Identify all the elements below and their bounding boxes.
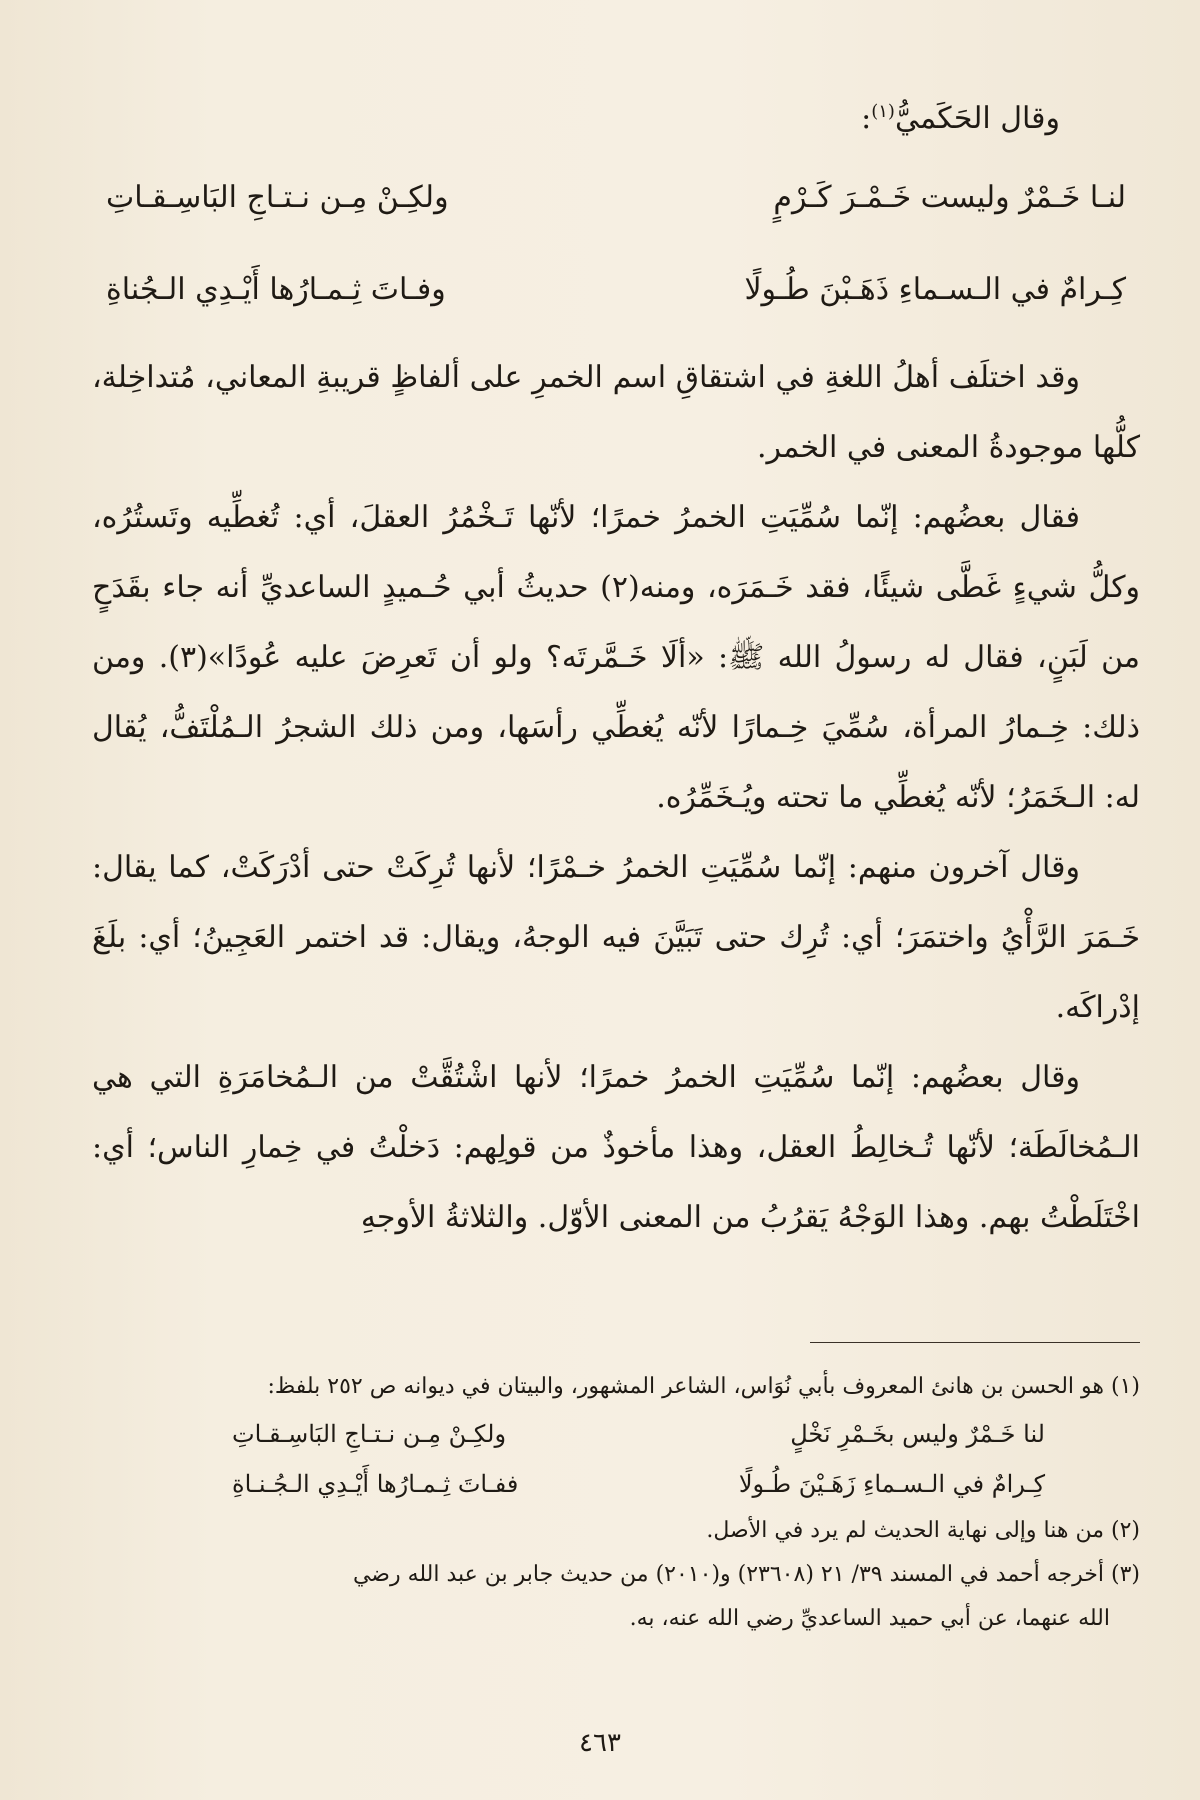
poem-intro: وقال الحَكَميُّ$^{(١)}$: [861,101,1060,136]
paragraph-1: وقد اختلَف أهلُ اللغةِ في اشتقاقِ اسم الخمرِ على ألفاظٍ قريبةِ المعاني، مُتداخِلة، كلُّها موجودةُ المعنى في الخمر. [92,360,1140,465]
footnote-poem-line-1 [92,1409,1140,1459]
footnote-2: (٢) من هنا وإلى نهاية الحديث لم يرد في الأصل. [706,1518,1140,1543]
hemistich-left: ولكِـنْ مِـن نـتـاجِ البَاسِـقـاتِ [106,179,449,215]
paragraph-2: فقال بعضُهم: إنّما سُمِّيَتِ الخمرُ خمرًا؛ لأنّها تَـخْمُرُ العقلَ، أي: تُغطِّيه وتَستُرُه، وكلُّ شيءٍ غَطَّى شيئًا، فقد خَـمَرَه، ومنه(٢) حديثُ أبي حُـميدٍ الساعديِّ أنه جاء بقَدَحٍ من لَبَنٍ، فقال له رسولُ الله ﷺ: «ألَا خَـمَّرتَه؟ ولو أن تَعرِضَ عليه عُودًا»(٣). ومن ذلك: خِـمارُ المرأة، سُمِّيَ خِـمارًا لأنّه يُغطِّي رأسَها، ومن ذلك الشجرُ الـمُلْتَفُّ، يُقال له: الـخَمَرُ؛ لأنّه يُغطِّي ما تحته ويُـخَمِّرُه. [92,500,1141,815]
hemistich-left: ففـاتَ ثِـمـارُها أَيْـدِي الـجُـنـاةِ [232,1470,519,1498]
footnote-poem-line-2 [92,1459,1140,1509]
poem-line-1 [92,151,1140,243]
main-text [92,80,1140,1253]
footnotes [92,1365,1140,1641]
paragraph-3: وقال آخرون منهم: إنّما سُمِّيَتِ الخمرُ خـمْرًا؛ لأنها تُرِكَتْ حتى أدْرَكَتْ، كما يقال: خَـمَرَ الرَّأْيُ واختمَرَ؛ أي: تُرِك حتى تَبَيَّنَ فيه الوجهُ، ويقال: قد اختمر العَجِينُ؛ أي: بلَغَ إدْراكَه. [92,850,1140,1025]
paragraph-4: وقال بعضُهم: إنّما سُمِّيَتِ الخمرُ خمرًا؛ لأنها اشْتُقَّتْ من الـمُخامَرَةِ التي هي الـمُخالَطَة؛ لأنّها تُـخالِطُ العقل، وهذا مأخوذٌ من قولِهم: دَخلْتُ في خِمارِ الناس؛ أي: اخْتَلَطْتُ بهم. وهذا الوَجْهُ يَقرُبُ من المعنى الأوّل. والثلاثةُ الأوجهِ [92,1060,1140,1235]
footnote-3-continuation: الله عنهما، عن أبي حميد الساعديِّ رضي الله عنه، به. [629,1606,1110,1631]
hemistich-right: كِـرامٌ في الـسـماءِ زَهَـيْنَ طُـولًا [738,1470,1045,1498]
footnote-1: (١) هو الحسن بن هانئ المعروف بأبي نُوَاس، الشاعر المشهور، والبيتان في ديوانه ص ٢٥٢ بلفظ: [267,1374,1140,1399]
hemistich-left: ولكِـنْ مِـن نـتـاجِ البَاسِـقـاتِ [232,1420,507,1448]
poem-line-2 [92,243,1140,335]
hemistich-left: وفـاتَ ثِـمـارُها أَيْـدِي الـجُناةِ [106,271,446,307]
footnote-3: (٣) أخرجه أحمد في المسند ٣٩/ ٢١ (٢٣٦٠٨) و(٢٠١٠) من حديث جابر بن عبد الله رضي [352,1562,1140,1587]
hemistich-right: لنـا خَـمْرٌ وليست خَـمْـرَ كَـرْمٍ [773,179,1126,215]
footnote-ref-1: (١) [871,101,895,122]
page-number: ٤٦٣ [579,1728,621,1758]
hemistich-right: كِـرامٌ في الـسـماءِ ذَهَـبْنَ طُـولًا [744,271,1126,307]
footnote-separator [810,1342,1140,1343]
heading-text: وقال الحَكَميُّ [894,101,1060,136]
hemistich-right: لنا خَـمْرٌ وليس بخَـمْرِ نَخْلٍ [790,1420,1045,1448]
